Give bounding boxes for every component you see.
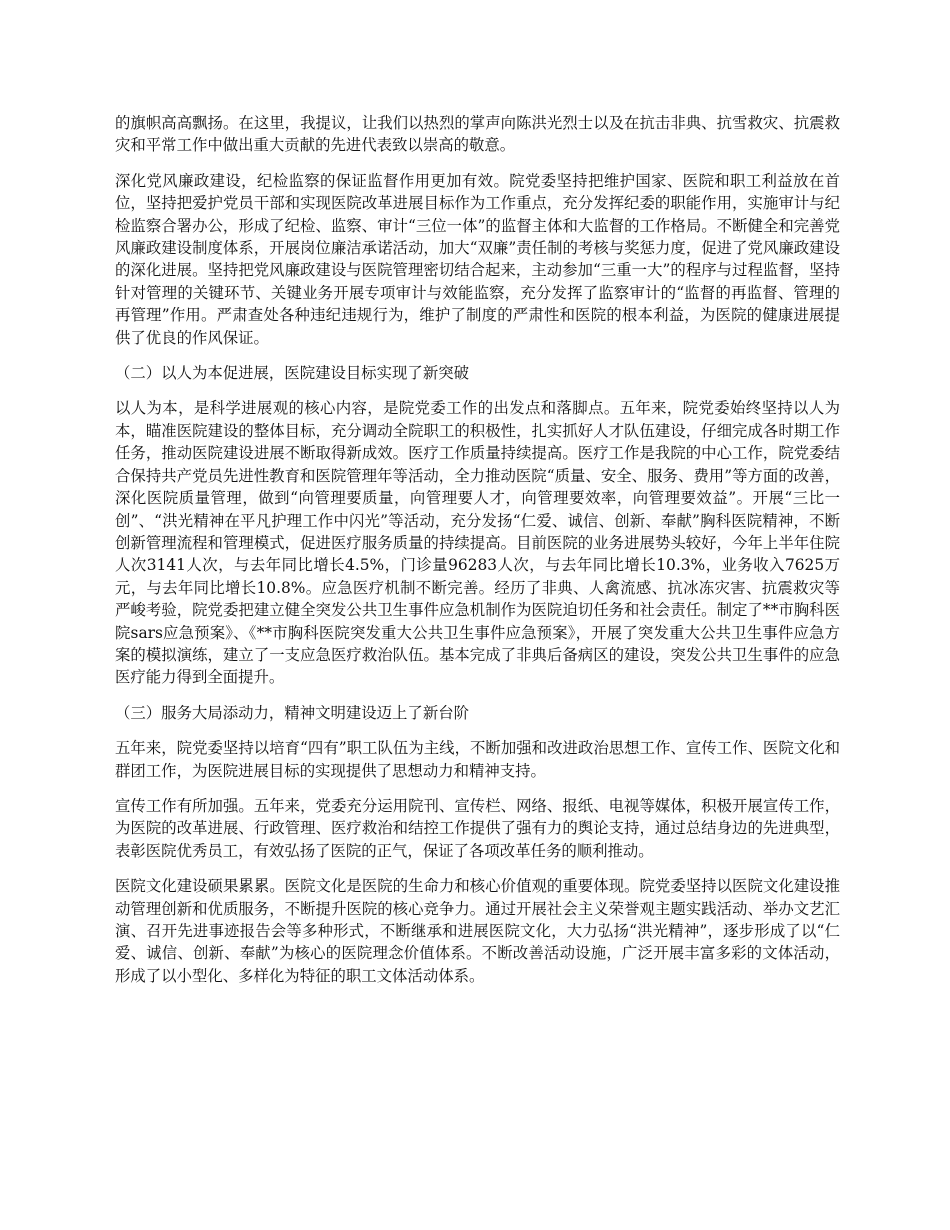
paragraph-people-oriented: 以人为本，是科学进展观的核心内容，是院党委工作的出发点和落脚点。五年来，院党委始终坚持以人为本，瞄准医院建设的整体目标，充分调动全院职工的积极性，扎实抓好人才队伍建设，仔细完成各时期工作任务，推动医院建设进展不断取得新成效。医疗工作质量持续提高。医疗工作是我院的中心工作，院党委结合保持共产党员先进性教育和医院管理年等活动，全力推动医院“质量、安全、服务、费用”等方面的改善，深化医院质量管理，做到“向管理要质量，向管理要人才，向管理要效率，向管理要效益”。开展“三比一创”、“洪光精神在平凡护理工作中闪光”等活动，充分发扬“仁爱、诚信、创新、奉献”胸科医院精神，不断创新管理流程和管理模式，促进医疗服务质量的持续提高。目前医院的业务进展势头较好，今年上半年住院人次3141人次，与去年同比增长4.5%，门诊量96283人次，与去年同比增长10.3%，业务收入7625万元，与去年同比增长10.8%。应急医疗机制不断完善。经历了非典、人禽流感、抗冰冻灾害、抗震救灾等严峻考验，院党委把建立健全突发公共卫生事件应急机制作为医院迫切任务和社会责任。制定了**市胸科医院sars应急预案》、《**市胸科医院突发重大公共卫生事件应急预案》，开展了突发重大公共卫生事件应急方案的模拟演练，建立了一支应急医疗救治队伍。基本完成了非典后备病区的建设，突发公共卫生事件的应急医疗能力得到全面提升。 xyxy=(115,399,840,687)
paragraph-hospital-culture: 医院文化建设硕果累累。医院文化是医院的生命力和核心价值观的重要体现。院党委坚持以医院文化建设推动管理创新和优质服务，不断提升医院的核心竞争力。通过开展社会主义荣誉观主题实践活动、举办文艺汇演、召开先进事迹报告会等多种形式，不断继承和进展医院文化，大力弘扬“洪光精神”，逐步形成了以“仁爱、诚信、创新、奉献”为核心的医院理念价值体系。不断改善活动设施，广泛开展丰富多彩的文体活动，形成了以小型化、多样化为特征的职工文体活动体系。 xyxy=(115,877,840,985)
document-page xyxy=(115,112,840,1000)
paragraph-party-conduct: 深化党风廉政建设，纪检监察的保证监督作用更加有效。院党委坚持把维护国家、医院和职工利益放在首位，坚持把爱护党员干部和实现医院改革进展目标作为工作重点，充分发挥纪委的职能作用，实施审计与纪检监察合署办公，形成了纪检、监察、审计“三位一体”的监督主体和大监督的工作格局。不断健全和完善党风廉政建设制度体系，开展岗位廉洁承诺活动，加大“双廉”责任制的考核与奖惩力度，促进了党风廉政建设的深化进展。坚持把党风廉政建设与医院管理密切结合起来，主动参加“三重一大”的程序与过程监督，坚持针对管理的关键环节、关键业务开展专项审计与效能监察，充分发挥了监察审计的“监督的再监督、管理的再管理”作用。严肃查处各种违纪违规行为，维护了制度的严肃性和医院的根本利益，为医院的健康进展提供了优良的作风保证。 xyxy=(115,171,840,347)
paragraph-publicity: 宣传工作有所加强。五年来，党委充分运用院刊、宣传栏、网络、报纸、电视等媒体，积极开展宣传工作，为医院的改革进展、行政管理、医疗救治和结控工作提供了强有力的舆论支持，通过总结身边的先进典型，表彰医院优秀员工，有效弘扬了医院的正气，保证了各项改革任务的顺利推动。 xyxy=(115,796,840,860)
section-heading-3: （三）服务大局添动力，精神文明建设迈上了新台阶 xyxy=(115,703,469,722)
paragraph-four-haves: 五年来，院党委坚持以培育“四有”职工队伍为主线，不断加强和改进政治思想工作、宣传工作、医院文化和群团工作，为医院进展目标的实现提供了思想动力和精神支持。 xyxy=(115,739,840,780)
section-heading-2: （二）以人为本促进展，医院建设目标实现了新突破 xyxy=(115,364,469,383)
paragraph-closing-tribute: 的旗帜高高飘扬。在这里，我提议，让我们以热烈的掌声向陈洪光烈士以及在抗击非典、抗雪救灾、抗震救灾和平常工作中做出重大贡献的先进代表致以崇高的敬意。 xyxy=(115,114,840,155)
